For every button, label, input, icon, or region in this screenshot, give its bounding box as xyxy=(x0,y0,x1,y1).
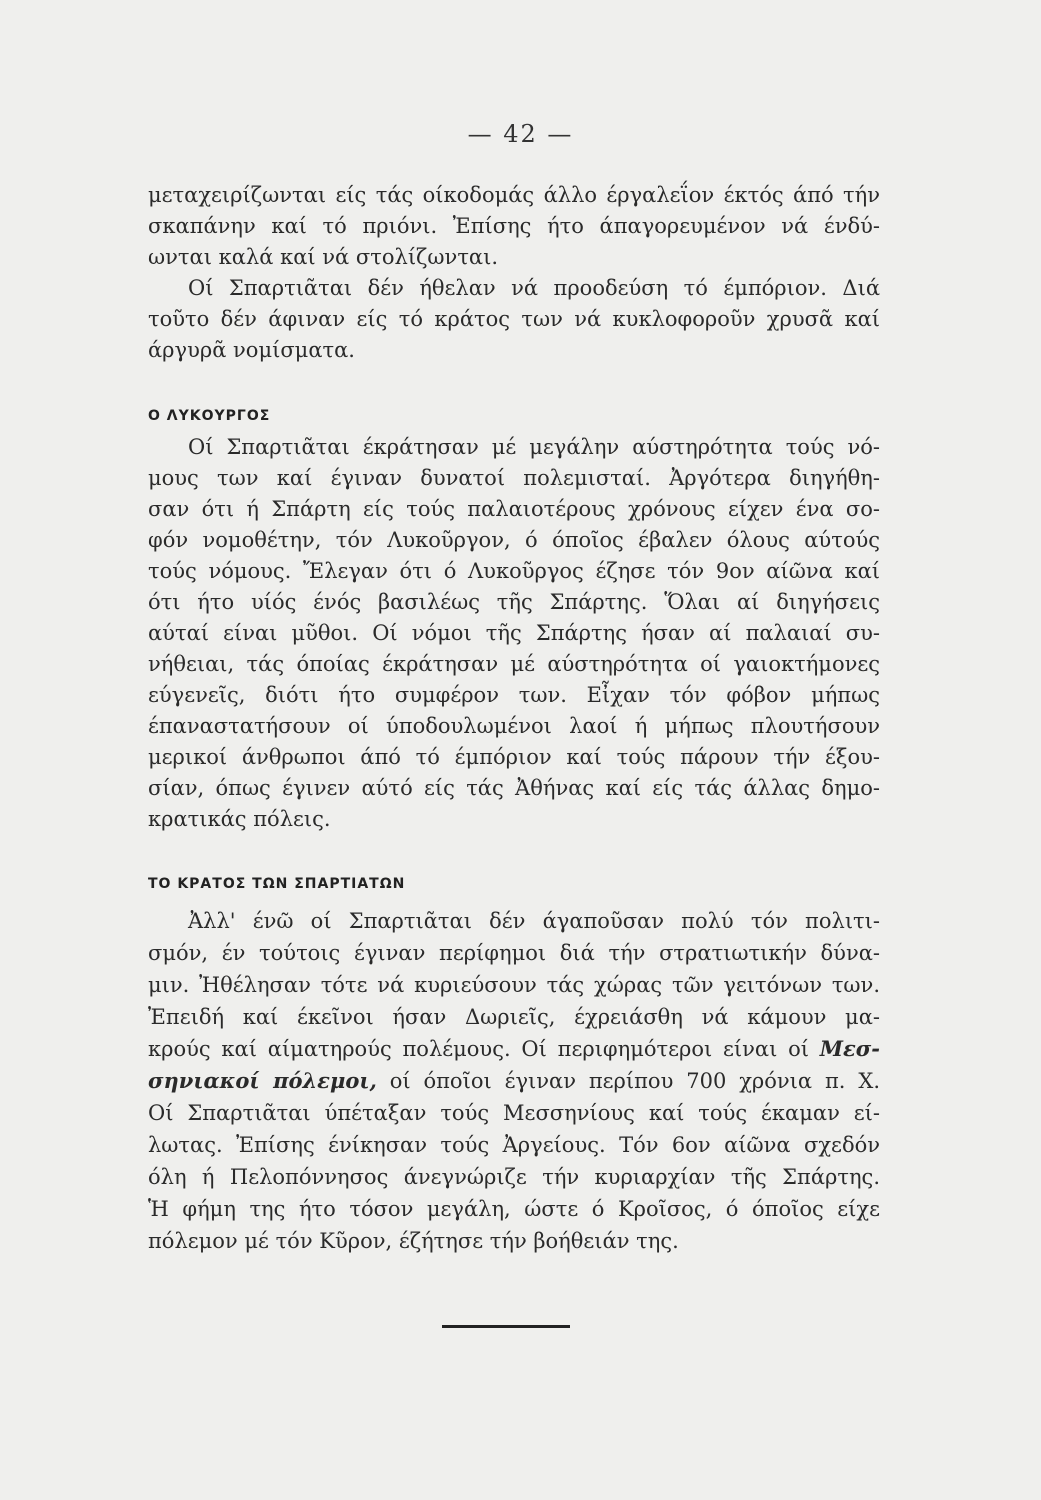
section-heading-spartan-state: ΤΟ ΚΡΑΤΟΣ ΤΩΝ ΣΠΑΡΤΙΑΤΩΝ xyxy=(148,876,406,892)
emphasis-messenian-wars: Μεσ- xyxy=(819,1036,880,1061)
text-line: ότι ήτο υίός ένός βασιλέως τῆς Σπάρτης. Ὅλαι αί διηγήσεις xyxy=(148,590,880,614)
text-line: μους των καί έγιναν δυνατοί πολεμισταί. Ἀργότερα διηγήθη- xyxy=(148,466,880,490)
text-line: κρατικάς πόλεις. xyxy=(148,807,331,831)
text-line: σίαν, όπως έγινεν αύτό είς τάς Ἀθήνας καί είς τάς άλλας δημο- xyxy=(148,776,880,800)
text-line: άργυρᾶ νομίσματα. xyxy=(148,338,355,362)
paragraph-intro xyxy=(148,180,880,366)
text-line: Οί Σπαρτιᾶται ύπέταξαν τούς Μεσσηνίους καί τούς έκαμαν εί- xyxy=(148,1101,880,1125)
text-line: μεταχειρίζωνται είς τάς οίκοδομάς άλλο έργαλεΐον έκτός άπό τήν xyxy=(148,183,880,207)
emphasis-messenian-wars-cont: σηνιακοί πόλεμοι, xyxy=(148,1068,377,1093)
text-line: λωτας. Ἐπίσης ένίκησαν τούς Ἀργείους. Τόν 6ον αίῶνα σχεδόν xyxy=(148,1133,880,1157)
text-line: όλη ή Πελοπόννησος άνεγνώριζε τήν κυριαρχίαν τῆς Σπάρτης. xyxy=(148,1165,880,1189)
text-line: σμόν, έν τούτοις έγιναν περίφημοι διά τήν στρατιωτικήν δύνα- xyxy=(148,941,880,965)
page-number: — 42 — xyxy=(467,120,574,148)
text-fragment: οί όποῖοι έγιναν περίπου 700 χρόνια π. Χ. xyxy=(389,1069,880,1093)
text-line xyxy=(148,1065,880,1097)
text-line: μερικοί άνθρωποι άπό τό έμπόριον καί τούς πάρουν τήν έξου- xyxy=(148,745,880,769)
text-line: σαν ότι ή Σπάρτη είς τούς παλαιοτέρους χρόνους είχεν ένα σο- xyxy=(148,497,880,521)
text-line xyxy=(148,1033,880,1065)
text-line: μιν. Ἠθέλησαν τότε νά κυριεύσουν τάς χώρας τῶν γειτόνων των. xyxy=(148,973,880,997)
text-fragment: κρούς καί αίματηρούς πολέμους. Οί περιφημότεροι είναι οί xyxy=(148,1037,809,1061)
paragraph-spartan-state xyxy=(148,905,880,1257)
text-line: Οί Σπαρτιᾶται δέν ήθελαν νά προοδεύση τό έμπόριον. Διά xyxy=(188,276,880,300)
section-heading-lykourgos: Ο ΛΥΚΟΥΡΓΟΣ xyxy=(148,408,271,424)
text-line: νήθειαι, τάς όποίας έκράτησαν μέ αύστηρότητα οί γαιοκτήμονες xyxy=(148,652,880,676)
text-line: εύγενεῖς, διότι ήτο συμφέρον των. Εἶχαν τόν φόβον μήπως xyxy=(148,683,880,707)
text-line: πόλεμον μέ τόν Κῦρον, έζήτησε τήν βοήθειάν της. xyxy=(148,1229,679,1253)
text-line: αύταί είναι μῦθοι. Οί νόμοι τῆς Σπάρτης ήσαν αί παλαιαί συ- xyxy=(148,621,880,645)
paragraph-lykourgos xyxy=(148,432,880,835)
text-line: τοῦτο δέν άφιναν είς τό κράτος των νά κυκλοφοροῦν χρυσᾶ καί xyxy=(148,307,880,331)
text-line: Οί Σπαρτιᾶται έκράτησαν μέ μεγάλην αύστηρότητα τούς νό- xyxy=(188,435,880,459)
text-line: Ἐπειδή καί έκεῖνοι ήσαν Δωριεῖς, έχρειάσθη νά κάμουν μα- xyxy=(148,1005,880,1029)
text-line: ωνται καλά καί νά στολίζωνται. xyxy=(148,245,499,269)
text-line: φόν νομοθέτην, τόν Λυκοῦργον, ό όποῖος έβαλεν όλους αύτούς xyxy=(148,528,880,552)
text-line: Ἀλλ' ένῶ οί Σπαρτιᾶται δέν άγαποῦσαν πολύ τόν πολιτι- xyxy=(188,909,880,933)
text-line: Ἡ φήμη της ήτο τόσον μεγάλη, ώστε ό Κροῖσος, ό όποῖος είχε xyxy=(148,1197,880,1221)
text-line: έπαναστατήσουν οί ύποδουλωμένοι λαοί ή μήπως πλουτήσουν xyxy=(148,714,880,738)
text-line: τούς νόμους. Ἔλεγαν ότι ό Λυκοῦργος έζησε τόν 9ον αίῶνα καί xyxy=(148,559,880,583)
end-rule xyxy=(442,1325,570,1328)
text-line: σκαπάνην καί τό πριόνι. Ἐπίσης ήτο άπαγορευμένον νά ένδύ- xyxy=(148,214,880,238)
